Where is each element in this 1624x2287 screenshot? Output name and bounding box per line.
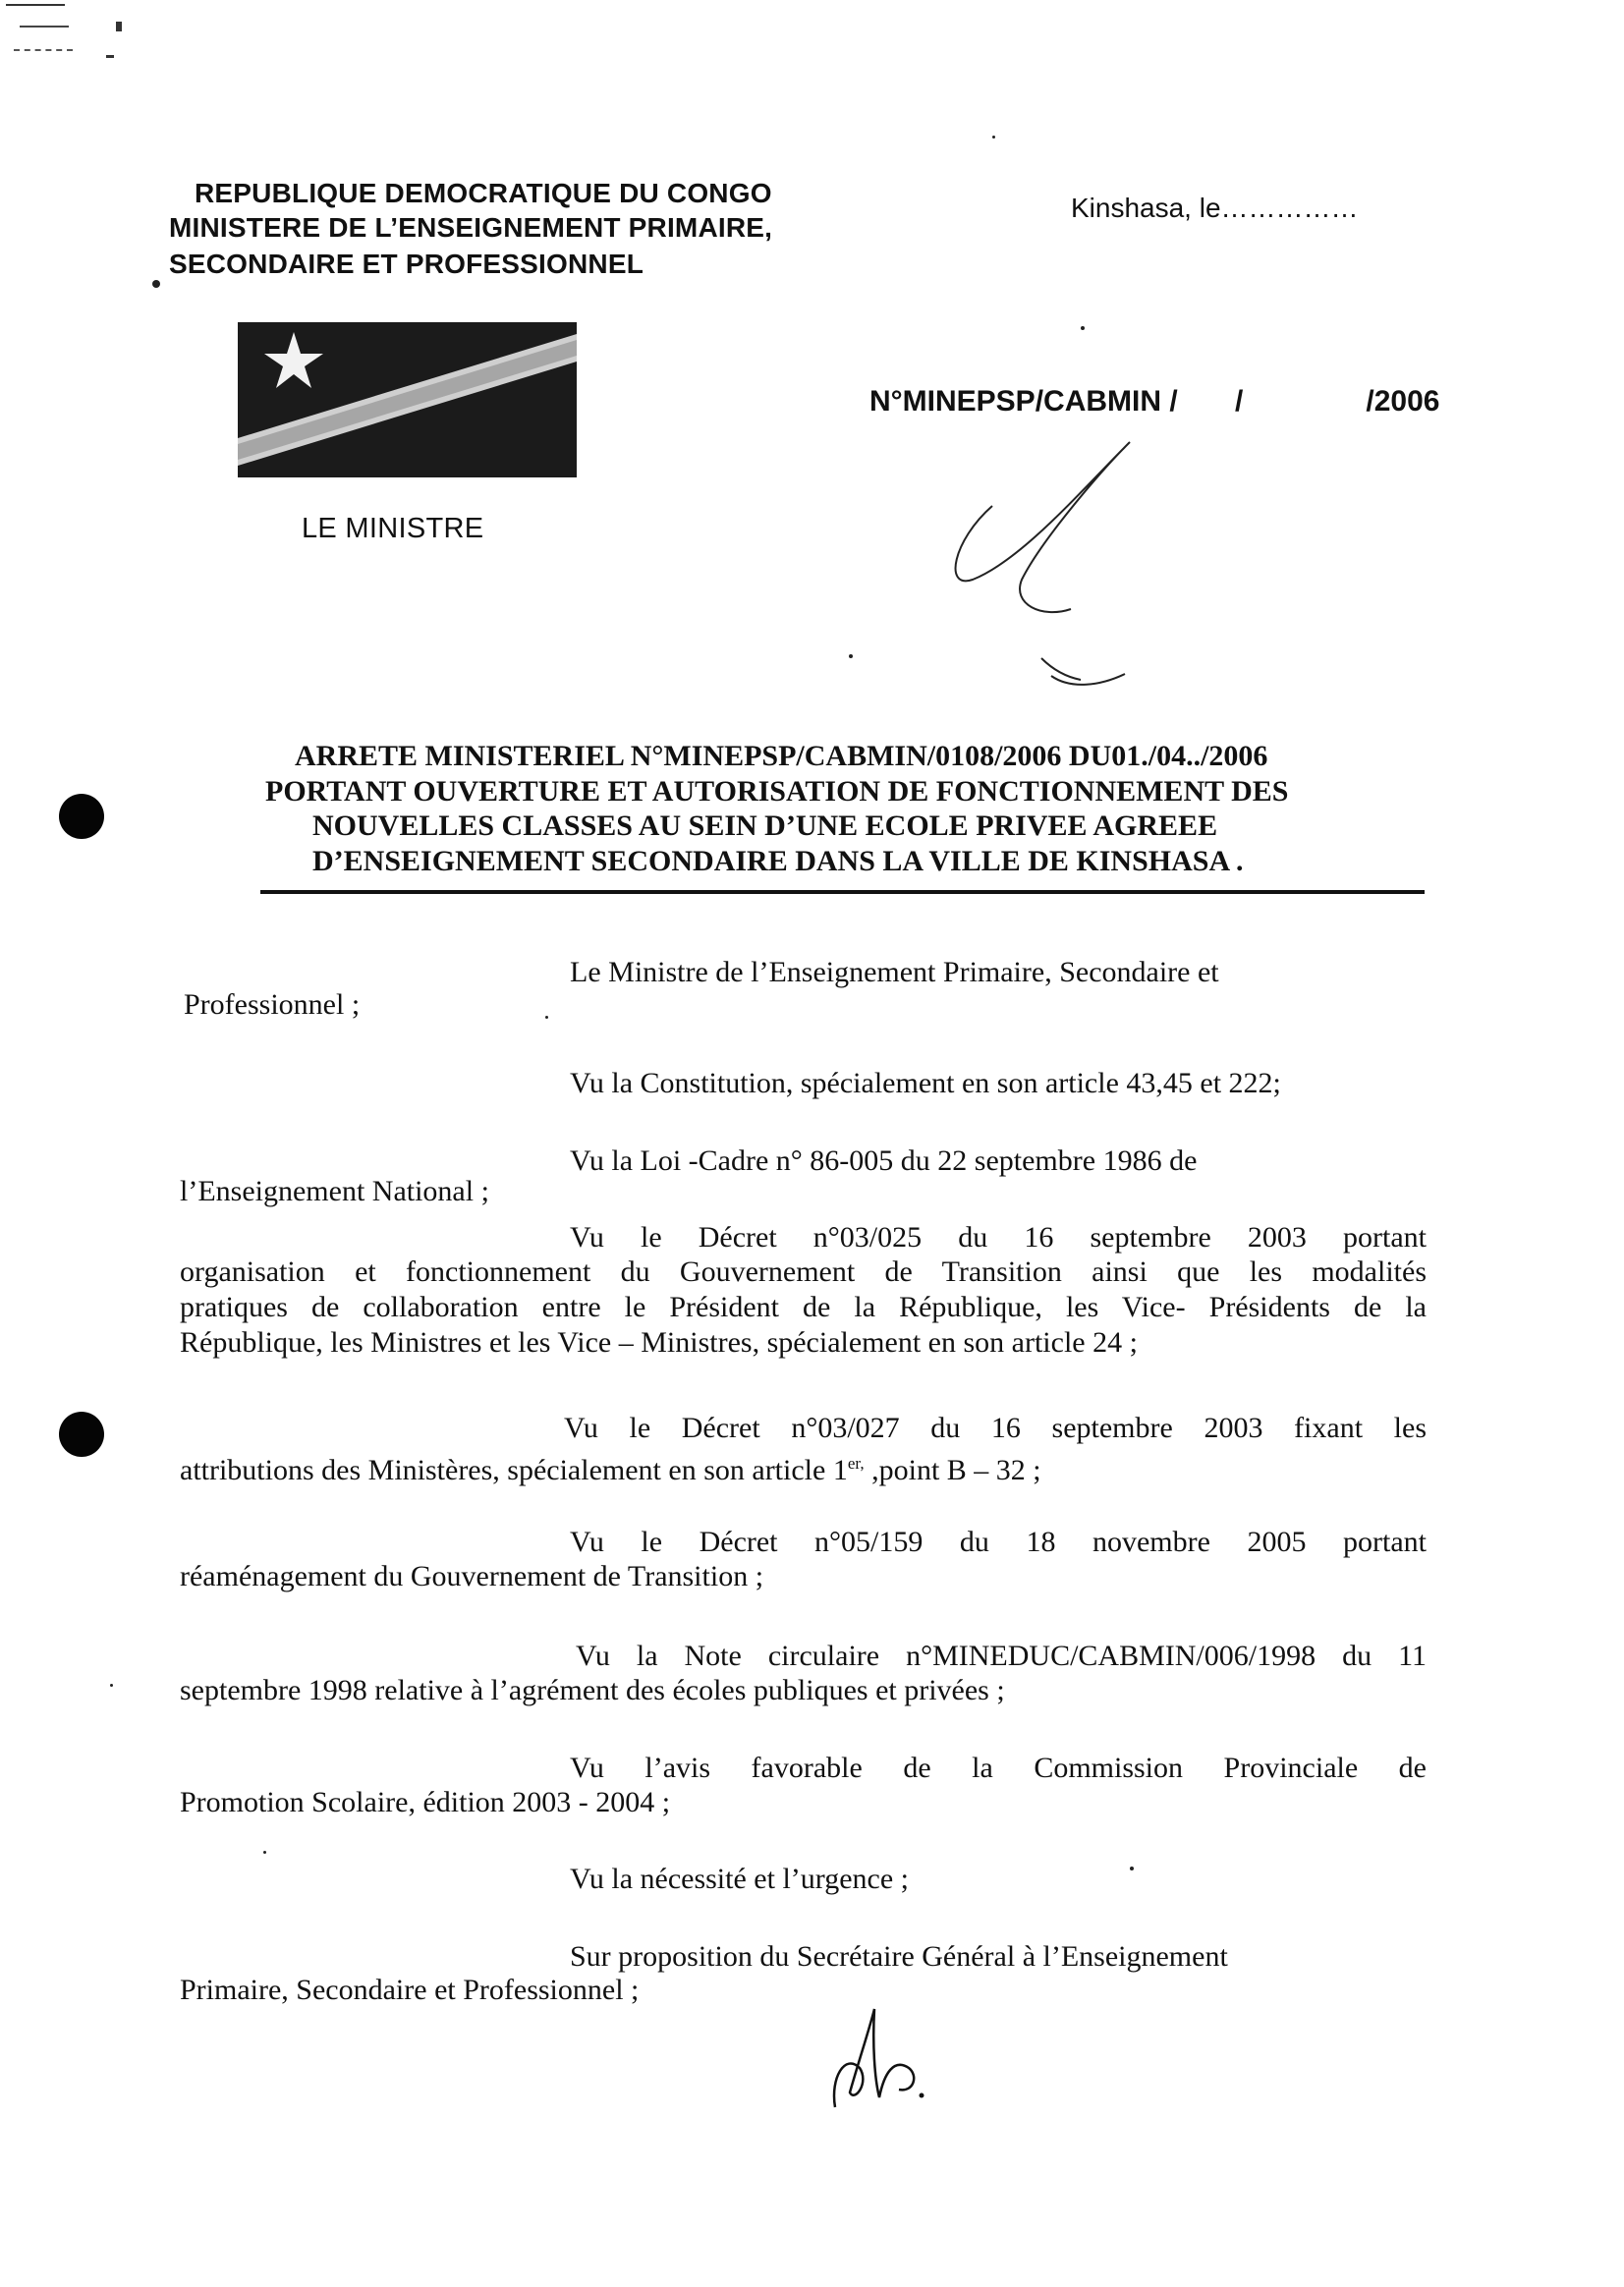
recital-decret-027-line2 (180, 1446, 1041, 1488)
paraphe-signature (815, 1999, 943, 2117)
flag-icon (238, 322, 577, 477)
scan-speck (1130, 1867, 1134, 1870)
title-underline (260, 890, 1425, 894)
recital-decret-159-line2: réaménagement du Gouvernement de Transition ; (180, 1560, 764, 1592)
ministry-name-line2: SECONDAIRE ET PROFESSIONNEL (169, 249, 644, 279)
recital-note-circulaire-line1: Vu la Note circulaire n°MINEDUC/CABMIN/006/1998 du 11 (576, 1640, 1427, 1672)
recital-constitution: Vu la Constitution, spécialement en son article 43,45 et 222; (570, 1067, 1281, 1099)
recital-decret-027-point: ,point B – 32 ; (864, 1454, 1041, 1486)
scan-speck (992, 136, 995, 139)
decree-title-line4: D’ENSEIGNEMENT SECONDAIRE DANS LA VILLE DE KINSHASA . (312, 845, 1244, 877)
scan-speck (1081, 326, 1085, 330)
ministry-name-line1: MINISTERE DE L’ENSEIGNEMENT PRIMAIRE, (169, 212, 773, 243)
drc-flag (238, 322, 577, 477)
recital-decret-027-line1: Vu le Décret n°03/027 du 16 septembre 2003 fixant les (564, 1412, 1427, 1444)
recital-decret-025-line2: organisation et fonctionnement du Gouvernement de Transition ainsi que les modalités (180, 1255, 1427, 1288)
place-date: Kinshasa, le…………… (1071, 193, 1359, 223)
recital-loi-cadre-line1: Vu la Loi -Cadre n° 86-005 du 22 septembre 1986 de (570, 1144, 1198, 1177)
scan-mark (6, 4, 65, 9)
recital-avis-line1: Vu l’avis favorable de la Commission Provinciale de (570, 1752, 1427, 1784)
recital-decret-025-line1: Vu le Décret n°03/025 du 16 septembre 2003 portant (570, 1221, 1427, 1254)
scan-mark (106, 55, 114, 58)
recital-decret-025-line3: pratiques de collaboration entre le Président de la République, les Vice- Présidents de la (180, 1291, 1427, 1323)
scan-speck (110, 1684, 113, 1687)
recital-decret-025-line4: République, les Ministres et les Vice – Ministres, spécialement en son article 24 ; (180, 1326, 1138, 1359)
superscript-er: er, (847, 1454, 865, 1473)
proposal-line2: Primaire, Secondaire et Professionnel ; (180, 1974, 640, 2006)
bullet-dot (152, 280, 160, 288)
scan-mark (116, 22, 122, 31)
scan-speck (263, 1851, 266, 1854)
decree-title-line2: PORTANT OUVERTURE ET AUTORISATION DE FONCTIONNEMENT DES (265, 775, 1289, 808)
decree-title-line3: NOUVELLES CLASSES AU SEIN D’UNE ECOLE PRIVEE AGREEE (312, 809, 1218, 842)
country-name: REPUBLIQUE DEMOCRATIQUE DU CONGO (195, 178, 772, 208)
punch-hole (59, 794, 104, 839)
recital-decret-027-text: attributions des Ministères, spécialement en son article 1 (180, 1454, 848, 1486)
signatory-title: LE MINISTRE (302, 513, 484, 544)
recital-decret-159-line1: Vu le Décret n°05/159 du 18 novembre 2005 portant (570, 1526, 1427, 1558)
recital-note-circulaire-line2: septembre 1998 relative à l’agrément des écoles publiques et privées ; (180, 1674, 1005, 1706)
proposal-line1: Sur proposition du Secrétaire Général à l’Enseignement (570, 1940, 1228, 1973)
preamble-minister-line1: Le Ministre de l’Enseignement Primaire, Secondaire et (570, 956, 1219, 988)
decree-title-line1: ARRETE MINISTERIEL N°MINEPSP/CABMIN/0108/2006 DU01./04../2006 (295, 740, 1268, 772)
recital-avis-line2: Promotion Scolaire, édition 2003 - 2004 ; (180, 1786, 671, 1818)
punch-hole (59, 1412, 104, 1457)
reference-number: N°MINEPSP/CABMIN / / /2006 (869, 385, 1440, 418)
handwritten-initials (933, 432, 1189, 707)
recital-urgence: Vu la nécessité et l’urgence ; (570, 1863, 909, 1895)
scan-speck (849, 654, 853, 658)
recital-loi-cadre-line2: l’Enseignement National ; (180, 1175, 489, 1207)
scan-speck (545, 1016, 548, 1019)
preamble-minister-line2: Professionnel ; (184, 988, 361, 1021)
scan-mark (14, 49, 73, 53)
scan-mark (20, 26, 69, 29)
